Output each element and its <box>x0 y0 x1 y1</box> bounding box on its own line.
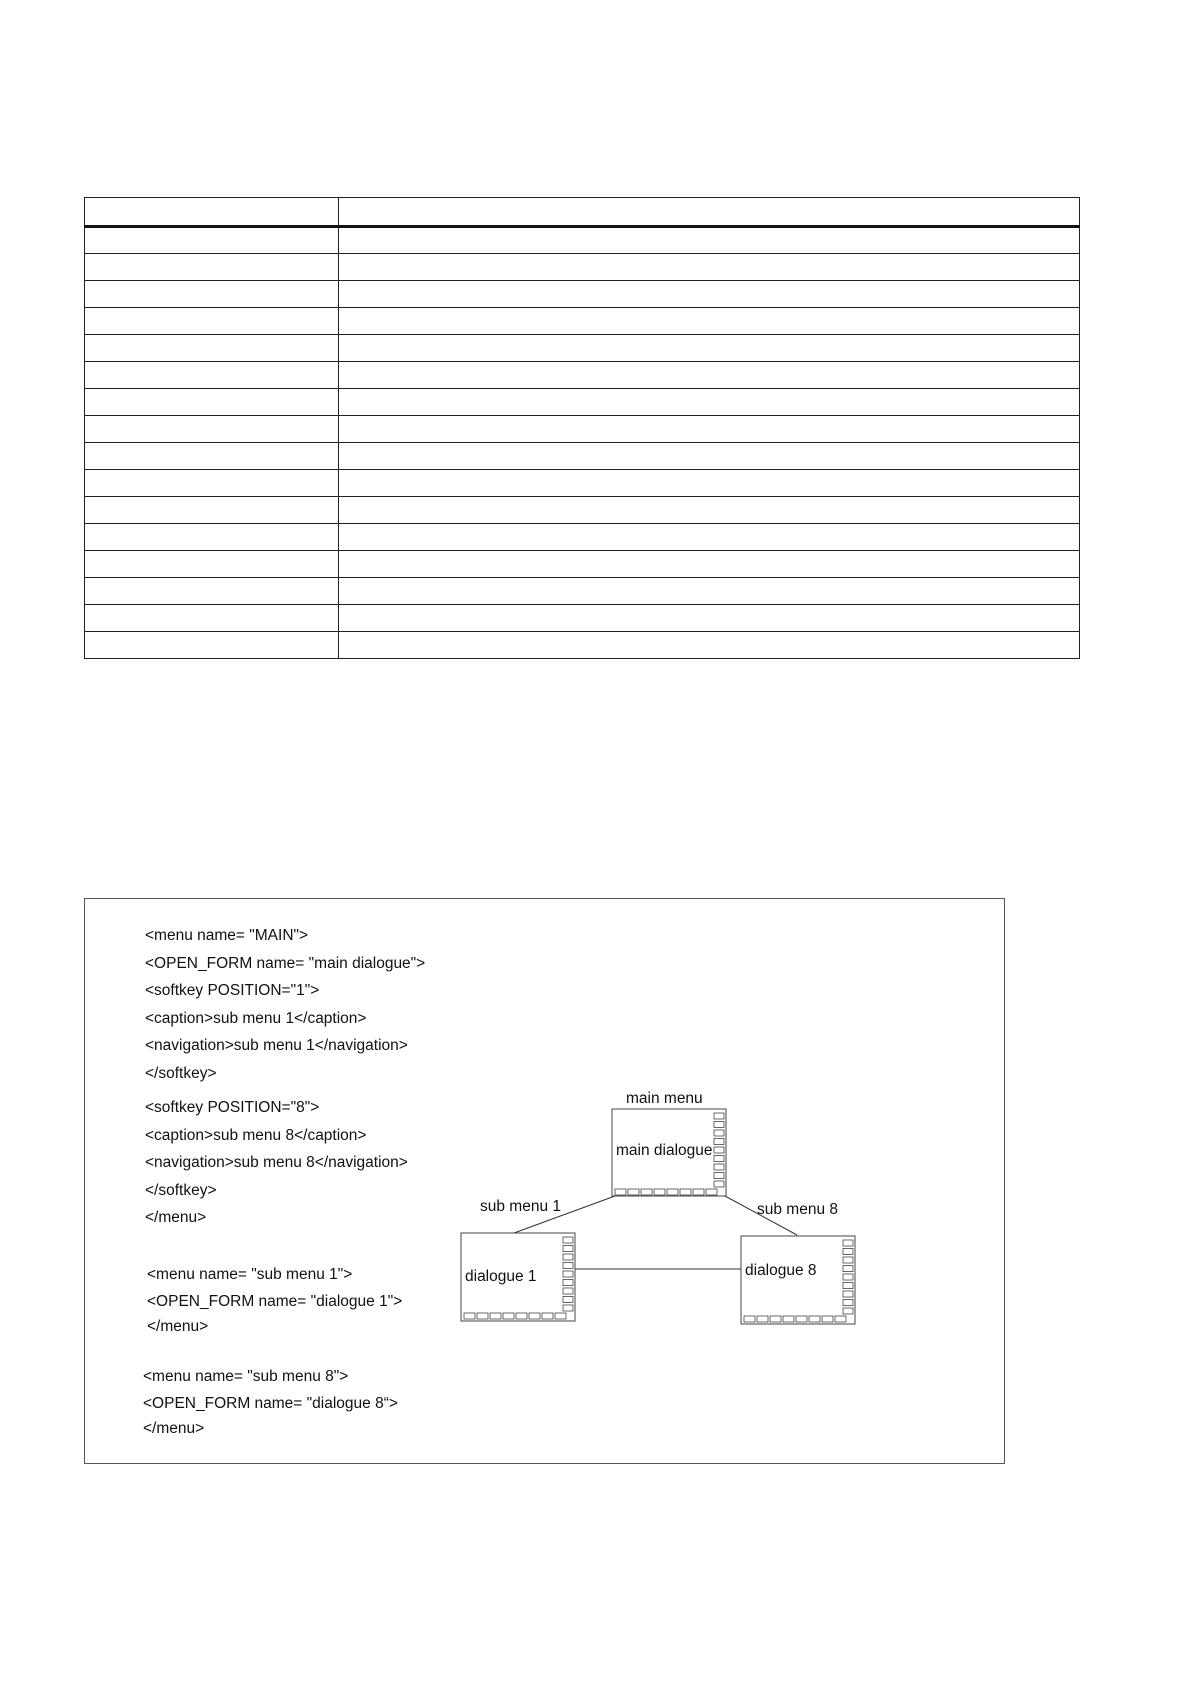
softkey-icon <box>843 1291 853 1297</box>
table-cell <box>85 362 339 389</box>
softkey-icon <box>843 1274 853 1280</box>
table-cell <box>85 497 339 524</box>
softkey-icon <box>563 1305 573 1311</box>
empty-table <box>84 197 1080 659</box>
softkey-icon <box>714 1164 724 1170</box>
softkey-icon <box>770 1316 781 1322</box>
softkey-icon <box>555 1313 566 1319</box>
softkey-icon <box>809 1316 820 1322</box>
softkey-icon <box>757 1316 768 1322</box>
code-line: <menu name= "sub menu 8"> <box>143 1368 349 1385</box>
code-line: <OPEN_FORM name= "dialogue 8“> <box>143 1395 398 1412</box>
softkey-icon <box>822 1316 833 1322</box>
softkey-icon <box>529 1313 540 1319</box>
table-cell <box>339 470 1080 497</box>
softkey-icon <box>744 1316 755 1322</box>
table-row <box>85 551 1080 578</box>
code-line: </softkey> <box>145 1182 217 1199</box>
softkey-icon <box>563 1280 573 1286</box>
softkey-icon <box>490 1313 501 1319</box>
softkey-icon <box>628 1189 639 1195</box>
softkey-icon <box>693 1189 704 1195</box>
softkey-icon <box>714 1173 724 1179</box>
softkey-icon <box>843 1257 853 1263</box>
table-cell <box>85 416 339 443</box>
table-cell <box>85 524 339 551</box>
code-line: <softkey POSITION="8"> <box>145 1099 320 1116</box>
table-cell <box>339 524 1080 551</box>
table-row <box>85 227 1080 254</box>
table-row <box>85 416 1080 443</box>
table-row <box>85 198 1080 227</box>
table-row <box>85 524 1080 551</box>
softkey-icon <box>843 1249 853 1255</box>
softkey-icon <box>542 1313 553 1319</box>
table-cell <box>339 281 1080 308</box>
softkey-icon <box>563 1271 573 1277</box>
softkey-icon <box>516 1313 527 1319</box>
table-row <box>85 281 1080 308</box>
table-row <box>85 470 1080 497</box>
softkey-icon <box>563 1263 573 1269</box>
softkey-icon <box>843 1240 853 1246</box>
softkey-column-icon <box>563 1237 573 1311</box>
softkey-icon <box>706 1189 717 1195</box>
sub-menu-8-label: sub menu 8 <box>757 1201 838 1218</box>
code-line: <navigation>sub menu 1</navigation> <box>145 1037 408 1054</box>
softkey-icon <box>714 1147 724 1153</box>
table-row <box>85 497 1080 524</box>
dialogue-1-label: dialogue 1 <box>465 1268 537 1285</box>
table-cell <box>85 227 339 254</box>
softkey-column-icon <box>843 1240 853 1314</box>
table-cell <box>85 470 339 497</box>
dialogue-8-box <box>741 1236 855 1324</box>
softkey-icon <box>477 1313 488 1319</box>
softkey-icon <box>563 1246 573 1252</box>
softkey-icon <box>714 1122 724 1128</box>
table-row <box>85 254 1080 281</box>
main-menu-label: main menu <box>626 1090 703 1107</box>
code-line: </menu> <box>143 1420 205 1437</box>
table-cell <box>85 335 339 362</box>
table-cell <box>339 551 1080 578</box>
code-line: <caption>sub menu 8</caption> <box>145 1127 367 1144</box>
code-line: <softkey POSITION="1"> <box>145 982 320 999</box>
table-cell <box>85 443 339 470</box>
softkey-icon <box>714 1181 724 1187</box>
table-row <box>85 389 1080 416</box>
table-cell <box>85 308 339 335</box>
softkey-icon <box>835 1316 846 1322</box>
table-row <box>85 443 1080 470</box>
softkey-icon <box>714 1130 724 1136</box>
table-row <box>85 362 1080 389</box>
softkey-icon <box>843 1283 853 1289</box>
code-line: <menu name= "sub menu 1"> <box>147 1266 353 1283</box>
sub-menu-1-label: sub menu 1 <box>480 1198 561 1215</box>
softkey-icon <box>503 1313 514 1319</box>
table-cell <box>339 578 1080 605</box>
table-cell <box>339 632 1080 659</box>
table-row <box>85 335 1080 362</box>
table-cell <box>85 551 339 578</box>
table-cell <box>85 578 339 605</box>
table-cell <box>339 227 1080 254</box>
softkey-icon <box>464 1313 475 1319</box>
softkey-icon <box>615 1189 626 1195</box>
table-cell <box>339 443 1080 470</box>
softkey-icon <box>563 1288 573 1294</box>
softkey-icon <box>783 1316 794 1322</box>
figure-frame <box>84 898 1005 1464</box>
softkey-icon <box>843 1266 853 1272</box>
table-cell <box>85 198 339 227</box>
code-line: </softkey> <box>145 1065 217 1082</box>
softkey-icon <box>563 1297 573 1303</box>
softkey-icon <box>667 1189 678 1195</box>
softkey-icon <box>714 1139 724 1145</box>
table-cell <box>339 254 1080 281</box>
table-cell <box>339 335 1080 362</box>
table-cell <box>339 416 1080 443</box>
table-cell <box>339 308 1080 335</box>
code-line: <navigation>sub menu 8</navigation> <box>145 1154 408 1171</box>
softkey-icon <box>680 1189 691 1195</box>
main-dialogue-label: main dialogue <box>616 1142 713 1159</box>
table-row <box>85 578 1080 605</box>
table-cell <box>339 389 1080 416</box>
dialogue-8-label: dialogue 8 <box>745 1262 817 1279</box>
softkey-icon <box>714 1156 724 1162</box>
code-line: </menu> <box>145 1209 207 1226</box>
softkey-icon <box>641 1189 652 1195</box>
table-cell <box>85 389 339 416</box>
table-cell <box>339 605 1080 632</box>
softkey-icon <box>654 1189 665 1195</box>
code-line: <OPEN_FORM name= "dialogue 1"> <box>147 1293 403 1310</box>
menu-navigation-diagram <box>85 899 1006 1465</box>
softkey-icon <box>563 1237 573 1243</box>
softkey-icon <box>714 1113 724 1119</box>
softkey-icon <box>796 1316 807 1322</box>
table-cell <box>85 605 339 632</box>
table-cell <box>339 497 1080 524</box>
table-cell <box>339 198 1080 227</box>
softkey-column-icon <box>714 1113 724 1187</box>
table-cell <box>85 254 339 281</box>
table-row <box>85 605 1080 632</box>
code-line: <OPEN_FORM name= "main dialogue"> <box>145 955 426 972</box>
softkey-icon <box>843 1308 853 1314</box>
softkey-icon <box>563 1254 573 1260</box>
code-line: </menu> <box>147 1318 209 1335</box>
table-cell <box>85 632 339 659</box>
code-line: <caption>sub menu 1</caption> <box>145 1010 367 1027</box>
table-cell <box>339 362 1080 389</box>
table-row <box>85 632 1080 659</box>
table-row <box>85 308 1080 335</box>
table-cell <box>85 281 339 308</box>
softkey-icon <box>843 1300 853 1306</box>
code-line: <menu name= "MAIN"> <box>145 927 309 944</box>
